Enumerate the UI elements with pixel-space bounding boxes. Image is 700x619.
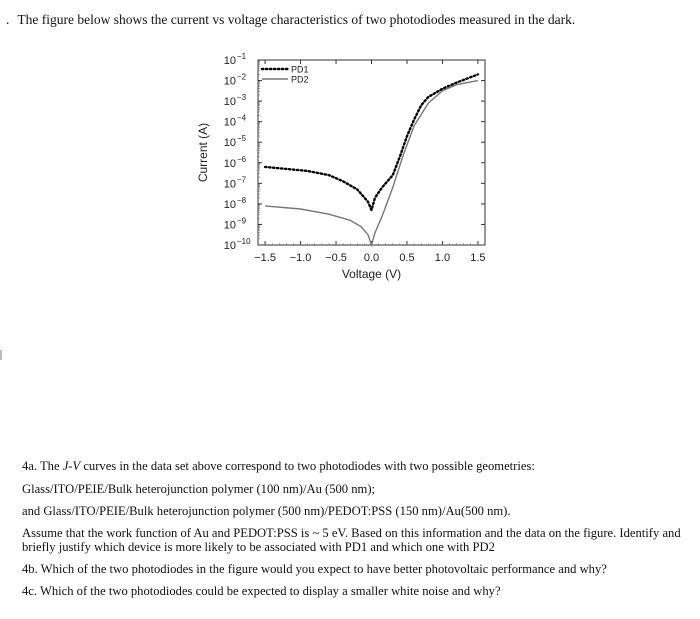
q4a-rest: curves in the data set above correspond to two photodiodes with two possible geometries: xyxy=(80,459,535,473)
assumption-text: Assume that the work function of Au and PEDOT:PSS is ~ 5 eV. Based on this information and the data on the figure. Identify and briefly justify which device is more likely to be associated with PD1 and which one with PD2 xyxy=(22,525,681,555)
intro-sentence: The figure below shows the current vs voltage characteristics of two photodiodes measured in the dark. xyxy=(17,12,576,27)
intro-text xyxy=(6,12,575,28)
y-tick-exponent: −4 xyxy=(237,113,247,123)
y-tick-exponent: −7 xyxy=(237,175,247,185)
question-4b: 4b. Which of the two photodiodes in the figure would you expect to have better photovoltaic performance and why? xyxy=(22,561,607,576)
y-tick-exponent: −9 xyxy=(237,216,247,226)
x-tick-label: 1.0 xyxy=(434,252,451,264)
margin-mark xyxy=(0,350,2,360)
y-axis-label: Current (A) xyxy=(196,122,210,183)
x-tick-label: 1.5 xyxy=(470,252,486,264)
chart-axes xyxy=(224,52,486,264)
legend-label-pd2: PD2 xyxy=(291,74,309,85)
geometry-1: Glass/ITO/PEIE/Bulk heterojunction polymer (100 nm)/Au (500 nm); xyxy=(22,481,376,496)
y-tick-label: 10 xyxy=(223,219,236,232)
question-4a xyxy=(22,458,682,475)
y-tick-exponent: −8 xyxy=(237,195,247,205)
x-tick-label: 0.5 xyxy=(399,252,415,264)
y-tick-label: 10 xyxy=(223,157,236,170)
chart-legend xyxy=(262,65,309,85)
series-pd1 xyxy=(265,74,478,210)
bullet-mark: . xyxy=(6,12,10,27)
iv-chart xyxy=(185,52,515,297)
y-tick-exponent: −5 xyxy=(237,134,247,144)
y-tick-exponent: −3 xyxy=(237,93,247,103)
y-tick-label: 10 xyxy=(223,96,236,109)
geometry-2: and Glass/ITO/PEIE/Bulk heterojunction polymer (500 nm)/PEDOT:PSS (150 nm)/Au(500 nm). xyxy=(22,504,511,519)
y-tick-exponent: −1 xyxy=(237,52,247,61)
y-tick-label: 10 xyxy=(223,178,236,191)
x-tick-label: −1.0 xyxy=(289,252,312,264)
x-tick-label: 0.0 xyxy=(363,252,380,264)
y-tick-label: 10 xyxy=(223,198,236,211)
y-tick-exponent: −10 xyxy=(237,237,251,246)
q4a-jv: J-V xyxy=(62,459,81,473)
y-tick-label: 10 xyxy=(223,75,236,88)
question-4c: 4c. Which of the two photodiodes could be expected to display a smaller white noise and why? xyxy=(22,584,501,599)
series-pd2 xyxy=(265,81,478,245)
legend-label-pd1: PD1 xyxy=(291,64,309,75)
x-tick-label: −1.5 xyxy=(254,252,276,264)
y-tick-label: 10 xyxy=(223,116,236,129)
chart-series xyxy=(265,74,478,245)
questions-section xyxy=(22,458,682,606)
y-tick-exponent: −6 xyxy=(237,154,247,164)
q4a-prefix: 4a. The xyxy=(22,459,63,473)
x-axis-label: Voltage (V) xyxy=(341,267,402,281)
x-tick-label: −0.5 xyxy=(325,252,347,264)
y-tick-label: 10 xyxy=(223,55,236,67)
y-tick-exponent: −2 xyxy=(237,72,247,82)
y-tick-label: 10 xyxy=(223,137,236,150)
y-tick-label: 10 xyxy=(223,240,236,252)
